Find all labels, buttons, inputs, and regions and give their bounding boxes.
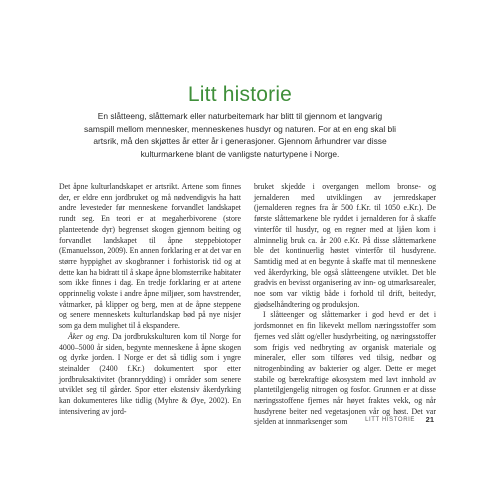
page-title: Litt historie xyxy=(187,83,293,106)
left-paragraph-2 xyxy=(59,332,241,418)
running-footer-section: LITT HISTORIE xyxy=(365,417,415,423)
right-text-column xyxy=(254,182,436,428)
page-footer xyxy=(300,416,450,426)
right-paragraph-1: bruket skjedde i overgangen mellom bronse- og jernalderen med utviklingen av jernredskaper (jernalderen regnes fra år 500 f.Kr. til 1050 e.Kr.). De første slåttemarkene ble ryddet i jernalderen for å skaffe vinterfôr til husdyr, og en regner med at ljåen kom i alminnelig bruk ca. år 200 e.Kr. På disse slåttemarkene ble det kontinuerlig høstet vinterfôr til husdyrene. Samtidig med at en begynte å skaffe mat til menneskene ved åkerdyrking, ble også slåtteengene utviklet. Det ble gradvis en bevisst organisering av inn- og utmarksarealer, noe som var viktig både i forhold til drift, beitedyr, gjødselhåndtering og produksjon. xyxy=(254,182,436,309)
intro-paragraph: En slåtteeng, slåttemark eller naturbeitemark har blitt til gjennom et langvarig samspill mellom mennesker, menneskenes husdyr og naturen. For at en eng skal bli artsrik, må den skjøttes år etter år i generasjoner. Gjennom århundrer var disse kulturmarkene blant de vanligste naturtypene i Norge. xyxy=(84,111,396,160)
subheading-aker-og-eng: Åker og eng. xyxy=(68,331,110,341)
left-paragraph-2-text: Da jordbrukskulturen kom til Norge for 4000–5000 år siden, begynte menneskene å åpne skogen og dyrke jorden. I Norge er det så tidlig som i yngre steinalder (2400 f.Kr.) dokumentert spor etter jordbruksaktivitet (brannrydding) i områder som senere utviklet seg til gårder. Spor etter ekstensiv åkerdyrking kan dokumenteres like tidlig (Myhre & Øye, 2002). En intensivering av jord- xyxy=(59,331,241,416)
right-paragraph-2: I slåtteenger og slåttemarker i god hevd er det i jordsmonnet en fin likevekt mellom næringsstoffer som fjernes ved slått og/eller husdyrbeiting, og næringsstoffer som frigis ved nedbryting av organisk materiale og mineraler, eller som tilføres ved tilsig, nedbør og nitrogenbinding av bakterier og alger. Dette er meget stabile og bærekraftige økosystem med lavt innhold av plantetilgjengelig nitrogen og fosfor. Grunnen er at disse næringsstoffene fjernes når høyet fraktes vekk, og når husdyrene beiter ned vegetasjonen vår og høst. Det var sjelden at innmarksenger som xyxy=(254,310,436,427)
left-text-column xyxy=(59,182,241,417)
left-paragraph-1: Det åpne kulturlandskapet er artsrikt. Artene som finnes der, er eldre enn jordbruket og må nødvendigvis ha hatt andre levesteder før menneskene forvandlet landskapet rundt seg. En teori er at megaherbivorene (store planteetende dyr) begrenset skogen gjennom beiting og forvandlet landskapet til åpne steppebiotoper (Emanuelsson, 2009). En annen forklaring er at det var en større hyppighet av skogbranner i forhistorisk tid og at dette kan ha bidratt til å skape åpne blomsterrike habitater som ikke finnes i dag. En tredje forklaring er at artene opprinnelig vokste i andre åpne miljøer, som havstrender, våtmarker, på klipper og berg, men at de åpne steppene og senere menneskets kulturlandskap bød på nye nisjer som ga dem mulighet til å ekspandere. xyxy=(59,182,241,331)
page-number: 21 xyxy=(425,415,434,424)
